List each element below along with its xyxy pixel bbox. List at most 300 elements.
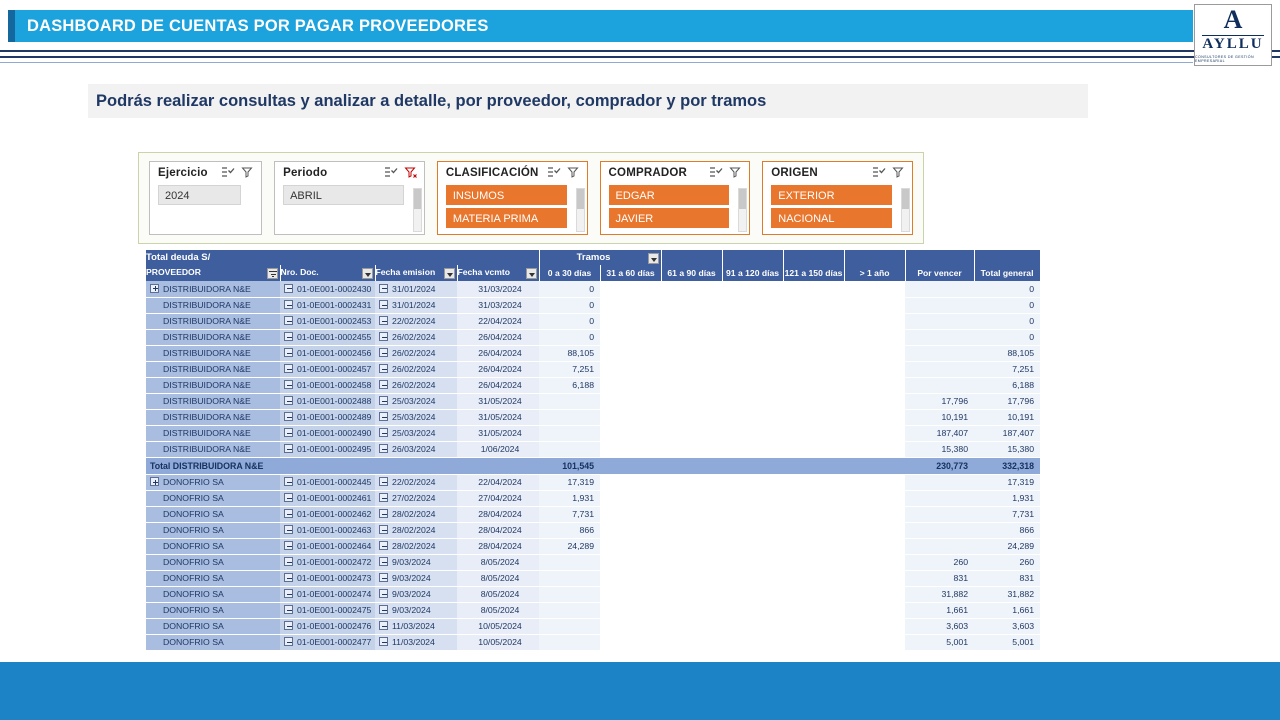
collapse-icon[interactable] [379, 364, 388, 373]
collapse-icon[interactable] [284, 412, 293, 421]
cell-fecha-emision[interactable] [375, 522, 457, 538]
multi-select-icon[interactable] [872, 166, 886, 179]
slicer-title: CLASIFICACIÓN [445, 166, 539, 179]
col-label: PROVEEDOR [146, 267, 201, 277]
cell-fecha-emision[interactable] [375, 345, 457, 361]
collapse-icon[interactable] [379, 541, 388, 550]
cell-por-vencer: 187,407 [905, 425, 974, 441]
cell-doc[interactable] [280, 409, 375, 425]
table-row[interactable] [146, 474, 1040, 490]
cell-mas-1-anio [844, 345, 905, 361]
collapse-icon[interactable] [284, 605, 293, 614]
collapse-icon[interactable] [284, 316, 293, 325]
cell-0-30: 7,251 [539, 361, 600, 377]
table-row[interactable] [146, 393, 1040, 409]
subtotal-31-60 [600, 457, 661, 474]
cell-fecha-emision[interactable] [375, 506, 457, 522]
collapse-icon[interactable] [284, 525, 293, 534]
cell-fecha-emision[interactable] [375, 441, 457, 457]
slicer-scrollbar[interactable] [576, 188, 585, 232]
cell-text: 01-0E001-0002456 [297, 347, 372, 358]
table-row[interactable] [146, 297, 1040, 313]
subtotal-mas-1-anio [844, 457, 905, 474]
table-row[interactable] [146, 329, 1040, 345]
subtotal-row [146, 457, 1040, 474]
cell-text: 01-0E001-0002462 [297, 508, 372, 519]
collapse-icon[interactable] [379, 589, 388, 598]
cell-fecha-emision[interactable] [375, 554, 457, 570]
cell-121-150 [783, 538, 844, 554]
collapse-icon[interactable] [284, 348, 293, 357]
collapse-icon[interactable] [284, 477, 293, 486]
slicer-item[interactable]: NACIONAL [771, 208, 892, 228]
cell-total-general: 17,796 [974, 393, 1040, 409]
multi-select-icon[interactable] [384, 166, 398, 179]
cell-doc[interactable] [280, 377, 375, 393]
slicer-items [446, 185, 581, 228]
logo-letter: A [1223, 5, 1243, 35]
table-row[interactable] [146, 618, 1040, 634]
slicer-item[interactable]: ABRIL [283, 185, 404, 205]
cell-por-vencer: 260 [905, 554, 974, 570]
table-row[interactable] [146, 586, 1040, 602]
expand-collapse-icon[interactable] [150, 284, 159, 293]
clear-filter-icon[interactable] [404, 166, 418, 179]
cell-0-30: 0 [539, 297, 600, 313]
slicer-header [609, 166, 744, 179]
expand-collapse-icon[interactable] [150, 477, 159, 486]
slicer-comprador[interactable] [600, 161, 751, 235]
cell-31-60 [600, 634, 661, 650]
collapse-icon[interactable] [379, 525, 388, 534]
cell-proveedor[interactable] [146, 281, 280, 297]
slicer-items [771, 185, 906, 228]
cell-fecha-vcmto: 26/04/2024 [457, 329, 539, 345]
cell-text: 28/02/2024 [392, 524, 436, 535]
cell-text: 26/03/2024 [392, 443, 436, 454]
col-header-121-150: 121 a 150 días [783, 265, 844, 281]
cell-text: 01-0E001-0002455 [297, 331, 372, 342]
cell-fecha-emision[interactable] [375, 425, 457, 441]
table-header-row-2 [146, 265, 1040, 281]
cell-0-30: 24,289 [539, 538, 600, 554]
cell-proveedor: DONOFRIO SA [146, 506, 280, 522]
chevron-down-icon[interactable] [362, 268, 373, 279]
cell-text: 01-0E001-0002473 [297, 572, 372, 583]
cell-121-150 [783, 586, 844, 602]
cell-doc[interactable] [280, 281, 375, 297]
cell-total-general: 10,191 [974, 409, 1040, 425]
collapse-icon[interactable] [284, 621, 293, 630]
cell-proveedor: DONOFRIO SA [146, 586, 280, 602]
cell-fecha-vcmto: 8/05/2024 [457, 586, 539, 602]
table-row[interactable] [146, 425, 1040, 441]
cell-text: 01-0E001-0002476 [297, 620, 372, 631]
collapse-icon[interactable] [284, 428, 293, 437]
col-header-fecha-emision[interactable] [375, 265, 457, 281]
cell-proveedor: DONOFRIO SA [146, 602, 280, 618]
cell-doc[interactable] [280, 345, 375, 361]
slicer-item[interactable]: EDGAR [609, 185, 730, 205]
cell-91-120 [722, 586, 783, 602]
cell-doc[interactable] [280, 329, 375, 345]
cell-31-60 [600, 313, 661, 329]
title-accent-bar [8, 10, 15, 42]
title-bar [8, 10, 1193, 42]
cell-fecha-emision[interactable] [375, 586, 457, 602]
cell-121-150 [783, 393, 844, 409]
collapse-icon[interactable] [284, 509, 293, 518]
cell-text: 27/02/2024 [392, 492, 436, 503]
col-header-proveedor[interactable] [146, 265, 280, 281]
subtitle-text: Podrás realizar consultas y analizar a detalle, por proveedor, comprador y por tramos [96, 91, 767, 110]
slicer-item[interactable]: EXTERIOR [771, 185, 892, 205]
table-row[interactable] [146, 345, 1040, 361]
cell-31-60 [600, 586, 661, 602]
cell-proveedor: DISTRIBUIDORA N&E [146, 313, 280, 329]
cell-text: 01-0E001-0002474 [297, 588, 372, 599]
cell-text: DONOFRIO SA [163, 476, 224, 487]
multi-select-icon[interactable] [547, 166, 561, 179]
cell-total-general: 866 [974, 522, 1040, 538]
cell-mas-1-anio [844, 361, 905, 377]
slicer-ejercicio[interactable] [149, 161, 262, 235]
cell-31-60 [600, 474, 661, 490]
chevron-down-icon[interactable] [526, 268, 537, 279]
collapse-icon[interactable] [284, 300, 293, 309]
filter-icon[interactable] [267, 268, 278, 279]
slicer-items [158, 185, 255, 205]
cell-fecha-emision[interactable] [375, 602, 457, 618]
cell-text: 01-0E001-0002475 [297, 604, 372, 615]
pivot-table[interactable] [146, 250, 1040, 650]
collapse-icon[interactable] [379, 573, 388, 582]
collapse-icon[interactable] [379, 284, 388, 293]
corner-label: Total deuda S/ [146, 250, 539, 265]
cell-doc[interactable] [280, 538, 375, 554]
cell-fecha-vcmto: 8/05/2024 [457, 554, 539, 570]
cell-fecha-emision[interactable] [375, 618, 457, 634]
cell-proveedor: DISTRIBUIDORA N&E [146, 409, 280, 425]
tramos-text: Tramos [576, 251, 611, 263]
cell-61-90 [661, 490, 722, 506]
cell-fecha-emision[interactable] [375, 490, 457, 506]
cell-fecha-vcmto: 31/03/2024 [457, 297, 539, 313]
cell-fecha-emision[interactable] [375, 409, 457, 425]
cell-fecha-emision[interactable] [375, 634, 457, 650]
cell-total-general: 17,319 [974, 474, 1040, 490]
cell-text: 31/01/2024 [392, 283, 436, 294]
collapse-icon[interactable] [379, 396, 388, 405]
cell-doc[interactable] [280, 618, 375, 634]
cell-total-general: 7,251 [974, 361, 1040, 377]
cell-mas-1-anio [844, 522, 905, 538]
cell-text: 01-0E001-0002464 [297, 540, 372, 551]
cell-proveedor: DISTRIBUIDORA N&E [146, 441, 280, 457]
cell-0-30 [539, 586, 600, 602]
cell-por-vencer: 5,001 [905, 634, 974, 650]
slicer-clasificacion[interactable] [437, 161, 588, 235]
col-header-nrodoc[interactable] [280, 265, 375, 281]
cell-total-general: 88,105 [974, 345, 1040, 361]
cell-31-60 [600, 345, 661, 361]
slicer-item[interactable]: 2024 [158, 185, 241, 205]
cell-61-90 [661, 506, 722, 522]
cell-proveedor: DISTRIBUIDORA N&E [146, 361, 280, 377]
tramos-label[interactable] [539, 250, 661, 265]
cell-mas-1-anio [844, 393, 905, 409]
scrollbar-thumb[interactable] [739, 189, 746, 209]
slicer-item[interactable]: INSUMOS [446, 185, 567, 205]
scrollbar-thumb[interactable] [414, 189, 421, 209]
col-header-fecha-vcmto[interactable] [457, 265, 539, 281]
cell-31-60 [600, 602, 661, 618]
slicer-header [158, 166, 255, 179]
table-row[interactable] [146, 313, 1040, 329]
collapse-icon[interactable] [379, 300, 388, 309]
cell-31-60 [600, 361, 661, 377]
slicer-icon-group [709, 166, 743, 179]
header-spacer [905, 250, 974, 265]
cell-fecha-emision[interactable] [375, 313, 457, 329]
cell-doc[interactable] [280, 425, 375, 441]
table-row[interactable] [146, 409, 1040, 425]
cell-text: 01-0E001-0002457 [297, 363, 372, 374]
collapse-icon[interactable] [379, 380, 388, 389]
collapse-icon[interactable] [379, 348, 388, 357]
collapse-icon[interactable] [284, 557, 293, 566]
cell-text: 01-0E001-0002458 [297, 379, 372, 390]
table-row[interactable] [146, 522, 1040, 538]
cell-mas-1-anio [844, 490, 905, 506]
multi-select-icon[interactable] [221, 166, 235, 179]
cell-text: 01-0E001-0002463 [297, 524, 372, 535]
cell-fecha-vcmto: 22/04/2024 [457, 313, 539, 329]
subtotal-0-30: 101,545 [539, 457, 600, 474]
cell-doc[interactable] [280, 586, 375, 602]
cell-text: 9/03/2024 [392, 588, 431, 599]
cell-0-30: 0 [539, 313, 600, 329]
slicer-items [283, 185, 418, 205]
table-row[interactable] [146, 361, 1040, 377]
cell-fecha-vcmto: 10/05/2024 [457, 634, 539, 650]
col-header-91-120: 91 a 120 días [722, 265, 783, 281]
collapse-icon[interactable] [379, 637, 388, 646]
collapse-icon[interactable] [284, 589, 293, 598]
cell-doc[interactable] [280, 570, 375, 586]
cell-fecha-emision[interactable] [375, 281, 457, 297]
cell-proveedor[interactable] [146, 474, 280, 490]
cell-doc[interactable] [280, 393, 375, 409]
scrollbar-thumb[interactable] [902, 189, 909, 209]
slicer-periodo[interactable] [274, 161, 425, 235]
cell-doc[interactable] [280, 441, 375, 457]
slicer-scrollbar[interactable] [901, 188, 910, 232]
clear-filter-icon[interactable] [241, 166, 255, 179]
divider-mid [0, 56, 1280, 58]
collapse-icon[interactable] [284, 573, 293, 582]
table-row[interactable] [146, 281, 1040, 297]
cell-61-90 [661, 297, 722, 313]
collapse-icon[interactable] [379, 557, 388, 566]
cell-proveedor: DISTRIBUIDORA N&E [146, 345, 280, 361]
cell-fecha-emision[interactable] [375, 570, 457, 586]
cell-61-90 [661, 554, 722, 570]
cell-text: 9/03/2024 [392, 604, 431, 615]
collapse-icon[interactable] [379, 412, 388, 421]
cell-fecha-emision[interactable] [375, 329, 457, 345]
cell-por-vencer: 831 [905, 570, 974, 586]
slicer-title: ORIGEN [771, 166, 818, 179]
cell-mas-1-anio [844, 618, 905, 634]
table-row[interactable] [146, 506, 1040, 522]
collapse-icon[interactable] [379, 509, 388, 518]
cell-fecha-emision[interactable] [375, 474, 457, 490]
cell-doc[interactable] [280, 313, 375, 329]
cell-doc[interactable] [280, 522, 375, 538]
collapse-icon[interactable] [379, 605, 388, 614]
cell-doc[interactable] [280, 634, 375, 650]
cell-doc[interactable] [280, 361, 375, 377]
collapse-icon[interactable] [379, 332, 388, 341]
cell-fecha-emision[interactable] [375, 361, 457, 377]
chevron-down-icon[interactable] [648, 253, 659, 264]
cell-121-150 [783, 441, 844, 457]
cell-fecha-emision[interactable] [375, 538, 457, 554]
table-header-row-1 [146, 250, 1040, 265]
cell-proveedor: DONOFRIO SA [146, 490, 280, 506]
subtotal-121-150 [783, 457, 844, 474]
collapse-icon[interactable] [379, 621, 388, 630]
table-row[interactable] [146, 441, 1040, 457]
slicer-item[interactable]: MATERIA PRIMA [446, 208, 567, 228]
cell-121-150 [783, 425, 844, 441]
cell-61-90 [661, 586, 722, 602]
cell-31-60 [600, 538, 661, 554]
footer-band [0, 662, 1280, 720]
slicer-item[interactable]: JAVIER [609, 208, 730, 228]
table-row[interactable] [146, 538, 1040, 554]
cell-0-30 [539, 393, 600, 409]
header-spacer [661, 250, 722, 265]
cell-proveedor: DONOFRIO SA [146, 618, 280, 634]
cell-0-30: 17,319 [539, 474, 600, 490]
cell-mas-1-anio [844, 586, 905, 602]
cell-mas-1-anio [844, 506, 905, 522]
multi-select-icon[interactable] [709, 166, 723, 179]
cell-61-90 [661, 602, 722, 618]
cell-proveedor: DONOFRIO SA [146, 570, 280, 586]
cell-121-150 [783, 281, 844, 297]
clear-filter-icon[interactable] [567, 166, 581, 179]
cell-61-90 [661, 345, 722, 361]
collapse-icon[interactable] [284, 284, 293, 293]
chevron-down-icon[interactable] [444, 268, 455, 279]
cell-por-vencer: 10,191 [905, 409, 974, 425]
cell-61-90 [661, 281, 722, 297]
collapse-icon[interactable] [379, 477, 388, 486]
cell-31-60 [600, 425, 661, 441]
collapse-icon[interactable] [284, 541, 293, 550]
cell-mas-1-anio [844, 297, 905, 313]
table-row[interactable] [146, 490, 1040, 506]
collapse-icon[interactable] [284, 364, 293, 373]
cell-doc[interactable] [280, 474, 375, 490]
cell-31-60 [600, 393, 661, 409]
cell-31-60 [600, 490, 661, 506]
cell-text: 22/02/2024 [392, 476, 436, 487]
collapse-icon[interactable] [379, 493, 388, 502]
table-row[interactable] [146, 554, 1040, 570]
cell-fecha-vcmto: 27/04/2024 [457, 490, 539, 506]
cell-doc[interactable] [280, 297, 375, 313]
col-header-31-60: 31 a 60 días [600, 265, 661, 281]
cell-fecha-emision[interactable] [375, 393, 457, 409]
cell-doc[interactable] [280, 602, 375, 618]
cell-text: 28/02/2024 [392, 508, 436, 519]
cell-doc[interactable] [280, 554, 375, 570]
collapse-icon[interactable] [284, 396, 293, 405]
cell-121-150 [783, 313, 844, 329]
collapse-icon[interactable] [379, 428, 388, 437]
table-row[interactable] [146, 377, 1040, 393]
slicer-origen[interactable] [762, 161, 913, 235]
scrollbar-thumb[interactable] [577, 189, 584, 209]
slicer-scrollbar[interactable] [738, 188, 747, 232]
cell-mas-1-anio [844, 554, 905, 570]
table-row[interactable] [146, 602, 1040, 618]
clear-filter-icon[interactable] [892, 166, 906, 179]
cell-text: 11/03/2024 [392, 620, 435, 631]
cell-61-90 [661, 538, 722, 554]
cell-61-90 [661, 634, 722, 650]
cell-61-90 [661, 409, 722, 425]
cell-91-120 [722, 554, 783, 570]
cell-mas-1-anio [844, 281, 905, 297]
slicer-icon-group [872, 166, 906, 179]
cell-fecha-vcmto: 8/05/2024 [457, 570, 539, 586]
cell-31-60 [600, 618, 661, 634]
cell-fecha-vcmto: 22/04/2024 [457, 474, 539, 490]
collapse-icon[interactable] [284, 380, 293, 389]
cell-text: 9/03/2024 [392, 572, 431, 583]
col-label: Fecha emision [375, 267, 436, 277]
clear-filter-icon[interactable] [729, 166, 743, 179]
cell-91-120 [722, 329, 783, 345]
table-row[interactable] [146, 634, 1040, 650]
collapse-icon[interactable] [379, 316, 388, 325]
cell-61-90 [661, 361, 722, 377]
cell-91-120 [722, 538, 783, 554]
cell-total-general: 3,603 [974, 618, 1040, 634]
cell-fecha-emision[interactable] [375, 297, 457, 313]
table-row[interactable] [146, 570, 1040, 586]
collapse-icon[interactable] [379, 444, 388, 453]
collapse-icon[interactable] [284, 444, 293, 453]
cell-fecha-vcmto: 31/05/2024 [457, 393, 539, 409]
cell-total-general: 6,188 [974, 377, 1040, 393]
cell-doc[interactable] [280, 490, 375, 506]
slicer-items [609, 185, 744, 228]
slicer-scrollbar[interactable] [413, 188, 422, 232]
cell-proveedor: DONOFRIO SA [146, 522, 280, 538]
cell-mas-1-anio [844, 538, 905, 554]
collapse-icon[interactable] [284, 332, 293, 341]
collapse-icon[interactable] [284, 493, 293, 502]
cell-fecha-emision[interactable] [375, 377, 457, 393]
cell-doc[interactable] [280, 506, 375, 522]
collapse-icon[interactable] [284, 637, 293, 646]
